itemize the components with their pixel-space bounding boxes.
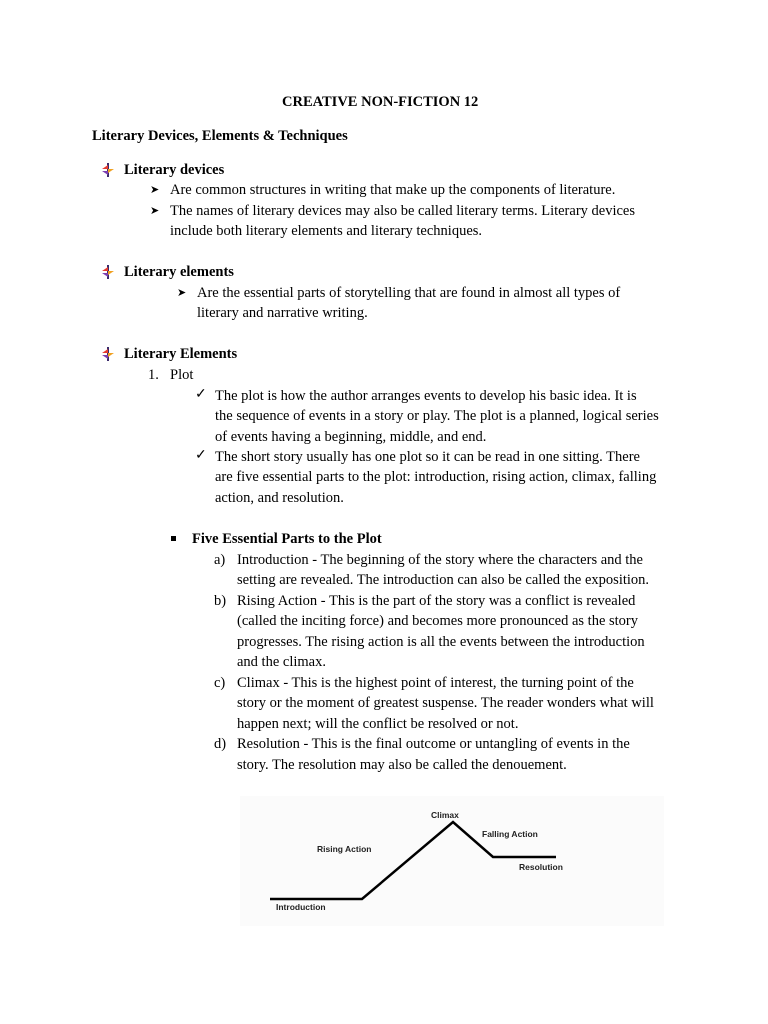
check-item-line: of events having a beginning, middle, and end. (215, 429, 487, 445)
part-line: setting are revealed. The introduction can also be called the exposition. (237, 572, 650, 588)
part-line: Rising Action - This is the part of the story was a conflict is revealed (237, 593, 636, 609)
pinwheel-flag-icon (101, 163, 115, 177)
part-line: story. The resolution may also be called the denouement. (237, 757, 567, 773)
diagram-label-falling-action: Falling Action (482, 829, 538, 839)
list-item: The names of literary devices may also be called literary terms. Literary devices (170, 203, 636, 219)
list-label: Plot (170, 367, 194, 383)
part-letter: d) (214, 736, 227, 752)
part-line: story or the moment of greatest suspense. The reader wonders what will (237, 695, 654, 711)
list-item: include both literary elements and literary techniques. (170, 223, 483, 239)
part-line: (called the inciting force) and becomes more pronounced as the story (237, 613, 639, 629)
checkmark-icon: ✓ (195, 387, 207, 402)
arrowhead-bullet-icon: ➤ (177, 287, 187, 299)
section-heading: Literary devices (124, 162, 225, 178)
list-item: Are common structures in writing that make up the components of literature. (170, 182, 616, 198)
part-line: and the climax. (237, 654, 326, 670)
check-item-line: the sequence of events in a story or play. The plot is a planned, logical series (215, 408, 659, 424)
page-title: CREATIVE NON-FICTION 12 (282, 94, 479, 110)
check-item-line: are five essential parts to the plot: introduction, rising action, climax, falling (215, 469, 657, 485)
part-line: Climax - This is the highest point of interest, the turning point of the (237, 675, 634, 691)
part-line: Resolution - This is the final outcome or untangling of events in the (237, 736, 630, 752)
part-line: Introduction - The beginning of the story where the characters and the (237, 552, 643, 568)
list-number: 1. (148, 367, 159, 383)
arrowhead-bullet-icon: ➤ (150, 184, 160, 196)
pinwheel-flag-icon (101, 265, 115, 279)
square-bullet-icon (171, 536, 176, 541)
part-letter: a) (214, 552, 226, 568)
diagram-label-introduction: Introduction (276, 902, 326, 912)
list-item: literary and narrative writing. (197, 305, 368, 321)
part-letter: b) (214, 593, 227, 609)
part-line: happen next; will the conflict be resolved or not. (237, 716, 519, 732)
section-heading: Literary Elements (124, 346, 238, 362)
diagram-label-climax: Climax (431, 810, 459, 820)
list-item: Are the essential parts of storytelling that are found in almost all types of (197, 285, 621, 301)
diagram-label-resolution: Resolution (519, 862, 563, 872)
diagram-label-rising-action: Rising Action (317, 844, 372, 854)
check-item-line: The plot is how the author arranges events to develop his basic idea. It is (215, 388, 637, 404)
plot-diagram (240, 796, 664, 926)
parts-heading: Five Essential Parts to the Plot (192, 531, 382, 547)
check-item-line: The short story usually has one plot so it can be read in one sitting. There (215, 449, 640, 465)
checkmark-icon: ✓ (195, 448, 207, 463)
arrowhead-bullet-icon: ➤ (150, 205, 160, 217)
part-letter: c) (214, 675, 226, 691)
pinwheel-flag-icon (101, 347, 115, 361)
part-line: progresses. The rising action is all the events between the introduction (237, 634, 645, 650)
check-item-line: action, and resolution. (215, 490, 344, 506)
section-heading: Literary elements (124, 264, 234, 280)
page-subtitle: Literary Devices, Elements & Techniques (92, 128, 348, 144)
